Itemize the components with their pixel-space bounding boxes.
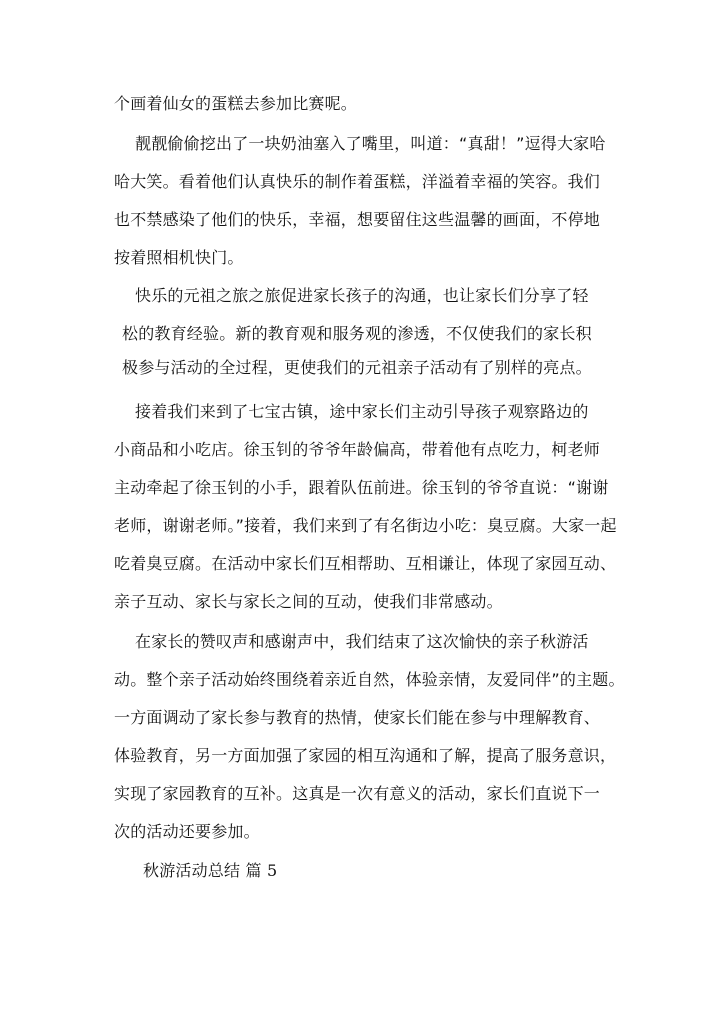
paragraph-line: 也不禁感染了他们的快乐，幸福，想要留住这些温馨的画面，不停地 (114, 210, 601, 229)
paragraph-line: 快乐的元祖之旅之旅促进家长孩子的沟通，也让家长们分享了轻 (135, 286, 589, 305)
paragraph-line: 个画着仙女的蛋糕去参加比赛呢。 (114, 94, 358, 113)
section-heading: 秋游活动总结 篇 5 (143, 861, 278, 880)
paragraph-line: 极参与活动的全过程，更使我们的元祖亲子活动有了别样的亮点。 (122, 358, 592, 377)
paragraph-line: 小商品和小吃店。徐玉钊的爷爷年龄偏高，带着他有点吃力，柯老师 (114, 440, 601, 459)
paragraph-line: 体验教育，另一方面加强了家园的相互沟通和了解，提高了服务意识， (114, 746, 617, 765)
paragraph-line: 接着我们来到了七宝古镇，途中家长们主动引导孩子观察路边的 (135, 402, 589, 421)
paragraph-line: 老师，谢谢老师。”接着，我们来到了有名街边小吃：臭豆腐。大家一起 (114, 516, 617, 535)
paragraph-line: 哈大笑。看着他们认真快乐的制作着蛋糕，洋溢着幸福的笑容。我们 (114, 172, 601, 191)
paragraph-line: 按着照相机快门。 (114, 248, 244, 267)
paragraph-line: 实现了家园教育的互补。这真是一次有意义的活动，家长们直说下一 (114, 784, 601, 803)
paragraph-line: 一方面调动了家长参与教育的热情，使家长们能在参与中理解教育、 (114, 708, 601, 727)
paragraph-line: 主动牵起了徐玉钊的小手，跟着队伍前进。徐玉钊的爷爷直说：“谢谢 (114, 478, 609, 497)
paragraph-line: 亲子互动、家长与家长之间的互动，使我们非常感动。 (114, 592, 503, 611)
paragraph-line: 松的教育经验。新的教育观和服务观的渗透，不仅使我们的家长积 (122, 324, 592, 343)
paragraph-line: 在家长的赞叹声和感谢声中，我们结束了这次愉快的亲子秋游活 (135, 632, 589, 651)
paragraph-line: 次的活动还要参加。 (114, 822, 260, 841)
paragraph-line: 靓靓偷偷挖出了一块奶油塞入了嘴里，叫道：“真甜！”逗得大家哈 (135, 134, 606, 153)
paragraph-line: 动。整个亲子活动始终围绕着亲近自然，体验亲情，友爱同伴”的主题。 (114, 670, 625, 689)
paragraph-line: 吃着臭豆腐。在活动中家长们互相帮助、互相谦让，体现了家园互动、 (114, 554, 617, 573)
